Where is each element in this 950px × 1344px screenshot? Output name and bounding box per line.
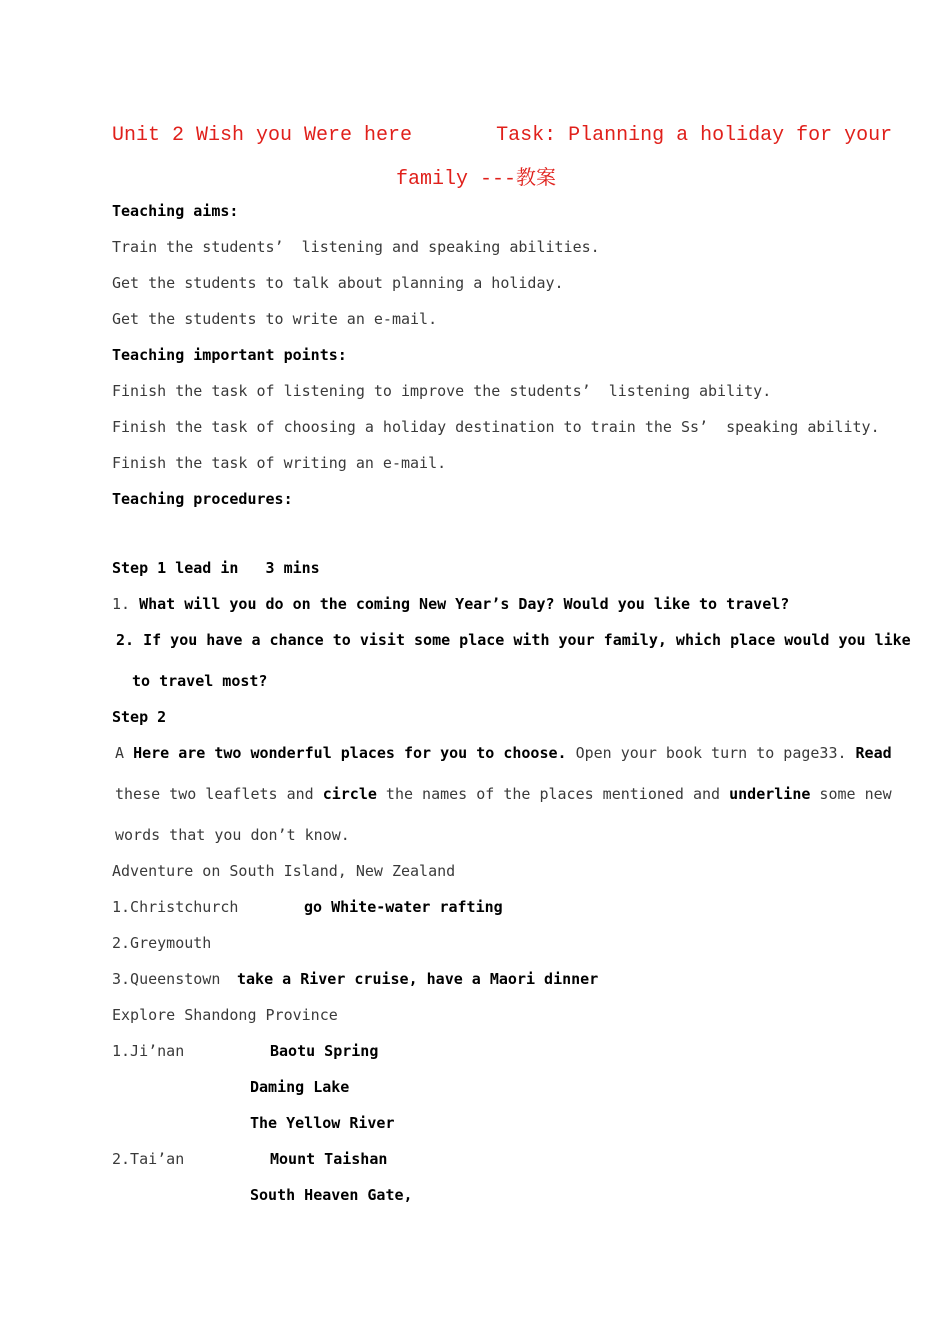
nz-place: 1.Christchurch (112, 898, 239, 916)
sd-sight: Baotu Spring (270, 1042, 379, 1060)
nz-place: 2.Greymouth (112, 934, 212, 952)
instruction-text: the names of the places mentioned and (376, 785, 730, 803)
sd-sight: Mount Taishan (270, 1150, 388, 1168)
instruction-bold: circle (322, 785, 377, 803)
procedures-heading: Teaching procedures: (112, 490, 293, 508)
document-title-line2: family ---教案 (396, 168, 557, 191)
nz-heading: Adventure on South Island, New Zealand (112, 862, 456, 880)
point-item: Finish the task of writing an e-mail. (112, 454, 447, 472)
point-item: Finish the task of choosing a holiday destination to train the Ss’ speaking ability. (112, 418, 880, 436)
question-text: What will you do on the coming New Year’s Day? Would you like to travel? (130, 595, 790, 613)
step1-heading: Step 1 lead in 3 mins (112, 559, 320, 577)
instruction-text: some new (810, 785, 892, 803)
teaching-aims-heading: Teaching aims: (112, 202, 239, 220)
step2-heading: Step 2 (112, 708, 167, 726)
step1-question-2-cont: to travel most? (132, 672, 268, 690)
step1-question-1 (112, 594, 789, 614)
aim-item: Get the students to write an e-mail. (112, 310, 438, 328)
sd-sight: Daming Lake (250, 1078, 350, 1096)
nz-place: 3.Queenstown (112, 970, 221, 988)
instruction-bold: underline (729, 785, 811, 803)
point-item: Finish the task of listening to improve the students’ listening ability. (112, 382, 772, 400)
instruction-text: these two leaflets and (115, 785, 323, 803)
step2-instruction-line2 (115, 784, 892, 804)
nz-activity: go White-water rafting (304, 898, 503, 916)
step1-question-2: 2. If you have a chance to visit some place with your family, which place would you like (116, 631, 911, 649)
sd-heading: Explore Shandong Province (112, 1006, 338, 1024)
instruction-label: A (115, 744, 134, 762)
aim-item: Get the students to talk about planning a holiday. (112, 274, 564, 292)
instruction-text: Open your book turn to page33. (566, 744, 856, 762)
nz-activity: take a River cruise, have a Maori dinner (237, 970, 599, 988)
document-title-line1: Unit 2 Wish you Were here Task: Planning a holiday for your (112, 124, 893, 147)
question-number: 1. (112, 595, 131, 613)
sd-sight: South Heaven Gate, (250, 1186, 413, 1204)
sd-place: 2.Tai’an (112, 1150, 185, 1168)
instruction-bold: Read (855, 744, 892, 762)
step2-instruction-line3: words that you don’t know. (115, 826, 350, 844)
important-points-heading: Teaching important points: (112, 346, 347, 364)
sd-sight: The Yellow River (250, 1114, 395, 1132)
aim-item: Train the students’ listening and speaking abilities. (112, 238, 600, 256)
sd-place: 1.Ji’nan (112, 1042, 185, 1060)
step2-instruction-line1 (115, 743, 892, 763)
instruction-bold: Here are two wonderful places for you to choose. (133, 744, 567, 762)
